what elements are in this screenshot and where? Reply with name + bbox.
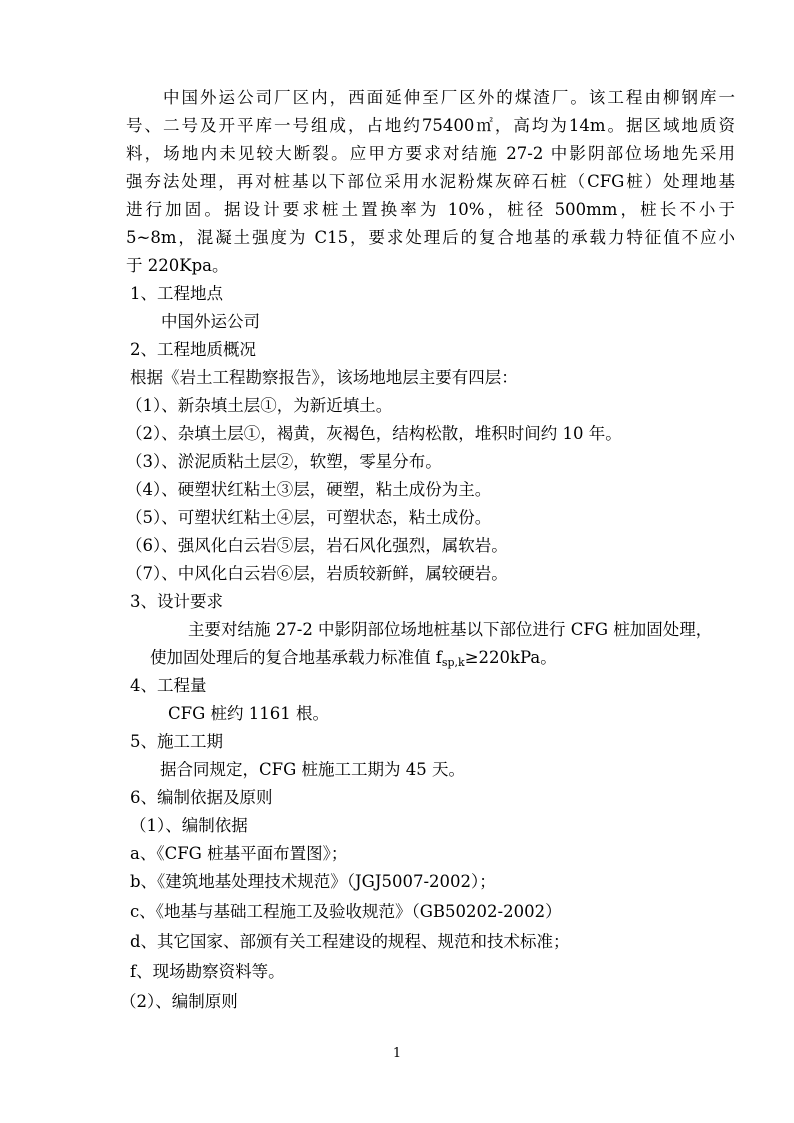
stratum-item: （3）、淤泥质粘土层②，软塑，零星分布。: [126, 452, 442, 471]
intro-line-5: 进行加固。据设计要求桩土置换率为 10%，桩径 500mm，桩长不小于: [126, 200, 735, 219]
section-1-body: 中国外运公司: [161, 312, 260, 331]
reference-item: f、现场勘察资料等。: [130, 962, 285, 981]
reference-item: d、其它国家、部颁有关工程建设的规程、规范和技术标准；: [130, 932, 570, 951]
section-3-line-1: 主要对结施 27-2 中影阴部位场地桩基以下部位进行 CFG 桩加固处理，: [188, 620, 713, 639]
section-1-heading: 1、工程地点: [130, 284, 223, 303]
page-number: 1: [392, 1046, 402, 1061]
intro-line-4: 强夯法处理，再对桩基以下部位采用水泥粉煤灰碎石桩（CFG桩）处理地基: [126, 172, 735, 191]
section-6-heading: 6、编制依据及原则: [130, 788, 273, 807]
section-6-sub-1: （1）、编制依据: [130, 816, 248, 835]
stratum-item: （4）、硬塑状红粘土③层，硬塑，粘土成份为主。: [126, 480, 492, 499]
intro-line-6: 5~8m，混凝土强度为 C15，要求处理后的复合地基的承载力特征值不应小: [126, 228, 735, 247]
reference-item: c、《地基与基础工程施工及验收规范》（GB50202-2002）: [130, 902, 562, 921]
formula-suffix: ≥220kPa。: [464, 648, 557, 667]
reference-item: b、《建筑地基处理技术规范》（JGJ5007-2002）；: [130, 872, 496, 891]
section-2-heading: 2、工程地质概况: [130, 340, 256, 359]
formula-subscript: sp,k: [441, 656, 465, 669]
stratum-item: （7）、中风化白云岩⑥层，岩质较新鲜，属较硬岩。: [126, 564, 508, 583]
intro-line-7: 于 220Kpa。: [126, 256, 229, 275]
formula-prefix: 使加固处理后的复合地基承载力标准值 f: [150, 648, 442, 667]
stratum-item: （5）、可塑状红粘土④层，可塑状态，粘土成份。: [126, 508, 492, 527]
intro-line-1: 中国外运公司厂区内，西面延伸至厂区外的煤渣厂。该工程由柳钢库一: [163, 88, 735, 107]
section-5-heading: 5、施工工期: [130, 732, 223, 751]
section-3-heading: 3、设计要求: [130, 592, 223, 611]
section-6-sub-2: （2）、编制原则: [120, 992, 238, 1011]
section-4-heading: 4、工程量: [130, 676, 207, 695]
section-5-body: 据合同规定，CFG 桩施工工期为 45 天。: [160, 760, 465, 779]
stratum-item: （2）、杂填土层①，褐黄，灰褐色，结构松散，堆积时间约 10 年。: [126, 424, 622, 443]
stratum-item: （1）、新杂填土层①，为新近填土。: [126, 396, 393, 415]
stratum-item: （6）、强风化白云岩⑤层，岩石风化强烈，属软岩。: [126, 536, 508, 555]
intro-line-2: 号、二号及开平库一号组成，占地约75400㎡，高均为14m。据区域地质资: [126, 116, 735, 135]
reference-item: a、《CFG 桩基平面布置图》；: [130, 844, 348, 863]
section-4-body: CFG 桩约 1161 根。: [168, 704, 329, 723]
intro-line-3: 料，场地内未见较大断裂。应甲方要求对结施 27-2 中影阴部位场地先采用: [126, 144, 735, 163]
section-2-intro: 根据《岩土工程勘察报告》，该场地地层主要有四层：: [130, 368, 518, 387]
section-3-line-2: [150, 644, 557, 672]
